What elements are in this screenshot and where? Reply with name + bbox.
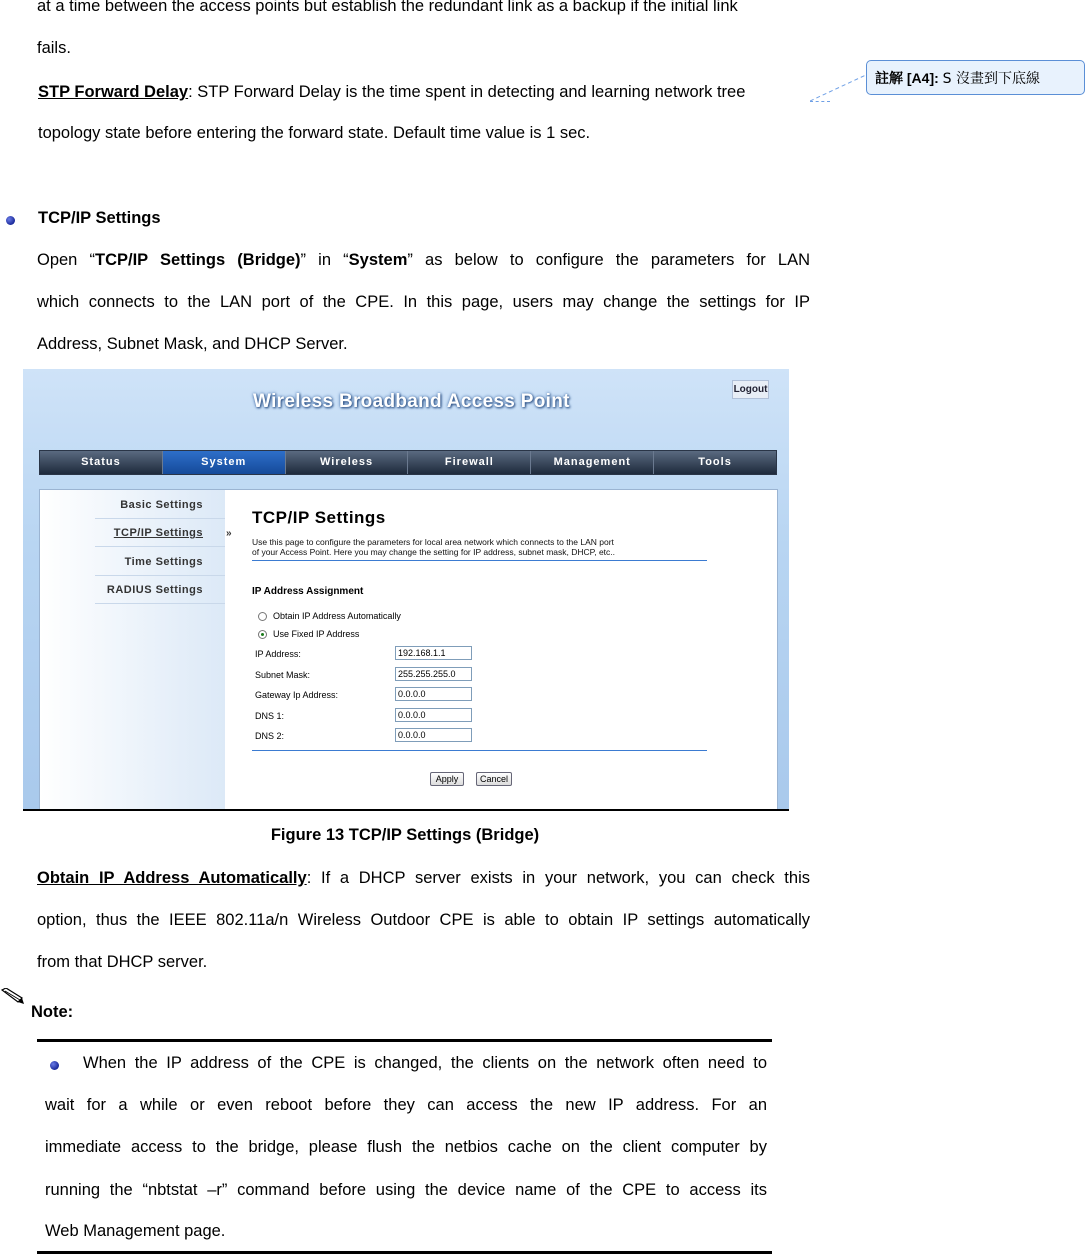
sidebar-item-time-settings[interactable]: Time Settings bbox=[124, 556, 203, 568]
tcpip-paragraph-line-2: which connects to the LAN port of the CPE. In this page, users may change the settings for IP bbox=[37, 293, 810, 311]
page-description bbox=[252, 538, 615, 557]
divider bbox=[252, 560, 707, 561]
tcpip-text-mid: ” in “ bbox=[300, 251, 349, 269]
sidebar-divider bbox=[95, 603, 225, 604]
nav-firewall[interactable]: Firewall bbox=[408, 451, 531, 474]
radio-fixed-ip[interactable] bbox=[258, 630, 267, 639]
page-title: TCP/IP Settings bbox=[252, 508, 386, 527]
note-line-2: wait for a while or even reboot before they can access the new IP address. For an bbox=[45, 1096, 767, 1114]
page-description-line-1: Use this page to configure the parameters for local area network which connects to the LAN port bbox=[252, 537, 614, 547]
tcpip-paragraph-line-1 bbox=[37, 250, 810, 270]
stp-term: STP Forward Delay bbox=[38, 83, 189, 101]
section-heading: TCP/IP Settings bbox=[38, 209, 161, 227]
main-nav bbox=[39, 450, 777, 475]
comment-connector-diagonal bbox=[810, 62, 870, 104]
comment-balloon[interactable] bbox=[866, 60, 1085, 95]
tcpip-bold-system: System bbox=[348, 251, 408, 269]
radio-obtain-auto[interactable] bbox=[258, 612, 267, 621]
page-description-line-2: of your Access Point. Here you may change the setting for IP address, subnet mask, DHCP, etc.. bbox=[252, 546, 616, 557]
tcpip-text-open: Open “ bbox=[37, 251, 96, 269]
comment-label: 註解 [A4]: bbox=[875, 70, 939, 86]
intro-line-1: at a time between the access points but establish the redundant link as a backup if the initial link bbox=[37, 0, 738, 15]
obtain-term: Obtain IP Address Automatically bbox=[37, 869, 307, 887]
note-line-5: Web Management page. bbox=[45, 1222, 226, 1240]
note-line-4: running the “nbtstat –r” command before using the device name of the CPE to access its bbox=[45, 1181, 767, 1199]
dns2-input[interactable] bbox=[395, 728, 472, 742]
sidebar-divider bbox=[95, 546, 225, 547]
figure-caption: Figure 13 TCP/IP Settings (Bridge) bbox=[270, 826, 540, 844]
radio-fixed-ip-row[interactable] bbox=[258, 629, 359, 639]
sidebar-item-radius-settings[interactable]: RADIUS Settings bbox=[106, 584, 203, 596]
note-line-3: immediate access to the bridge, please flush the netbios cache on the client computer by bbox=[45, 1138, 767, 1156]
nav-tools[interactable]: Tools bbox=[698, 456, 732, 468]
obtain-paragraph-line-2: option, thus the IEEE 802.11a/n Wireless Outdoor CPE is able to obtain IP settings automatically bbox=[37, 911, 810, 929]
pencil-icon bbox=[0, 988, 24, 1004]
stp-text-2: topology state before entering the forward state. Default time value is 1 sec. bbox=[38, 124, 591, 142]
content-panel bbox=[39, 489, 778, 811]
dns2-label: DNS 2: bbox=[255, 731, 285, 741]
tcpip-text-end: ” as below to configure the parameters for LAN bbox=[407, 251, 810, 269]
divider bbox=[252, 750, 707, 751]
subnet-mask-input[interactable] bbox=[395, 667, 472, 681]
sidebar bbox=[40, 490, 232, 810]
nav-management[interactable]: Management bbox=[531, 451, 654, 474]
logout-button[interactable]: Logout bbox=[732, 380, 769, 399]
radio-fixed-ip-label: Use Fixed IP Address bbox=[273, 629, 360, 639]
apply-button[interactable]: Apply bbox=[430, 772, 464, 786]
sidebar-item-basic-settings[interactable]: Basic Settings bbox=[120, 499, 203, 511]
obtain-text-1: : If a DHCP server exists in your network, you can check this bbox=[306, 869, 810, 887]
gateway-input[interactable] bbox=[395, 687, 472, 701]
screenshot-figure bbox=[23, 369, 789, 811]
radio-obtain-auto-label: Obtain IP Address Automatically bbox=[273, 611, 401, 621]
note-label: Note: bbox=[31, 1003, 74, 1021]
ip-address-input[interactable] bbox=[395, 646, 472, 660]
gateway-label: Gateway Ip Address: bbox=[255, 690, 339, 700]
radio-obtain-auto-row[interactable] bbox=[258, 611, 401, 621]
nav-status[interactable]: Status bbox=[40, 451, 163, 474]
bullet-icon bbox=[50, 1061, 59, 1070]
stp-paragraph-line-1 bbox=[38, 82, 745, 102]
device-title: Wireless Broadband Access Point bbox=[253, 391, 570, 412]
chevron-right-icon: » bbox=[226, 528, 232, 539]
stp-text-1: : STP Forward Delay is the time spent in detecting and learning network tree bbox=[188, 83, 746, 101]
note-bottom-rule bbox=[37, 1251, 772, 1254]
sidebar-item-tcpip-settings[interactable]: TCP/IP Settings bbox=[113, 527, 203, 539]
nav-system[interactable]: System bbox=[163, 451, 286, 474]
bullet-icon bbox=[6, 216, 15, 225]
ip-address-label: IP Address: bbox=[255, 649, 301, 659]
dns1-label: DNS 1: bbox=[255, 711, 285, 721]
note-top-rule bbox=[37, 1039, 772, 1042]
note-line-1: When the IP address of the CPE is changed, the clients on the network often need to bbox=[83, 1054, 767, 1072]
dns1-input[interactable] bbox=[395, 708, 472, 722]
sidebar-divider bbox=[95, 575, 225, 576]
cancel-button[interactable]: Cancel bbox=[476, 772, 512, 786]
nav-wireless[interactable]: Wireless bbox=[286, 451, 409, 474]
obtain-paragraph-line-1 bbox=[37, 868, 810, 888]
section-title: IP Address Assignment bbox=[252, 586, 364, 597]
intro-line-2: fails. bbox=[37, 39, 71, 57]
obtain-paragraph-line-3: from that DHCP server. bbox=[37, 953, 208, 971]
sidebar-divider bbox=[95, 518, 225, 519]
tcpip-paragraph-line-3: Address, Subnet Mask, and DHCP Server. bbox=[37, 335, 348, 353]
subnet-mask-label: Subnet Mask: bbox=[255, 670, 311, 680]
tcpip-bold-menu: TCP/IP Settings (Bridge) bbox=[95, 251, 301, 269]
comment-text: S 沒畫到下底線 bbox=[942, 71, 1041, 87]
